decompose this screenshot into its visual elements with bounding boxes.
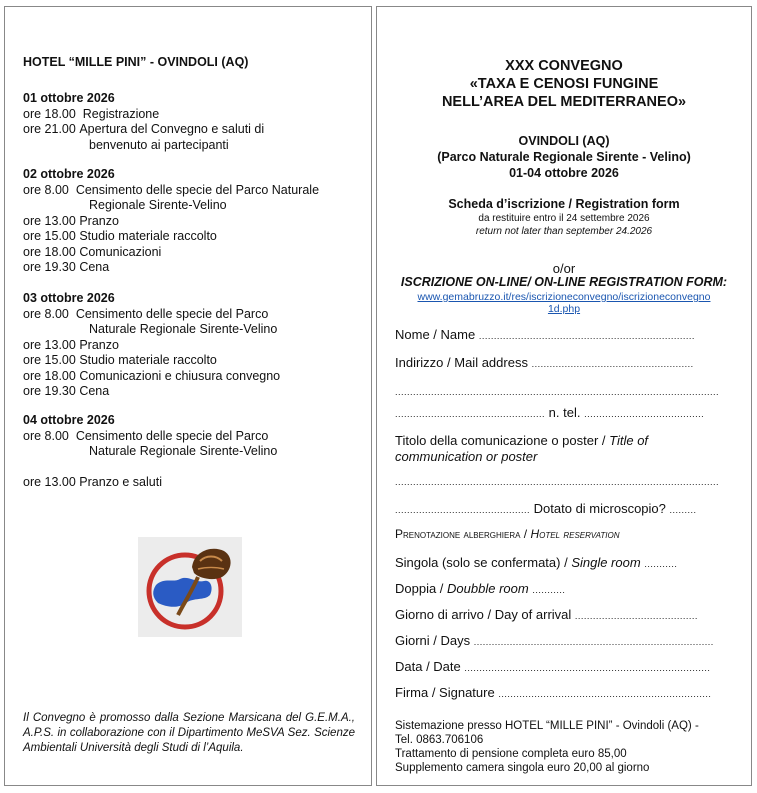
schedule-row: ore 8.00 Censimento delle specie del Parco Naturale xyxy=(23,182,320,197)
day-date: 02 ottobre 2026 xyxy=(23,167,115,181)
date-field[interactable]: Data / Date .................................................................................. xyxy=(395,659,711,674)
online-heading: ISCRIZIONE ON-LINE/ ON-LINE REGISTRATION FORM: xyxy=(400,275,728,289)
schedule-row: ore 19.30 Cena xyxy=(23,384,110,398)
schedule-row: ore 19.30 Cena xyxy=(23,260,110,274)
title-field[interactable]: ............................................................................................................ xyxy=(395,477,720,487)
hotel-heading: HOTEL “MILLE PINI” - OVINDOLI (AQ) xyxy=(23,55,249,69)
promo-text: Il Convegno è promosso dalla Sezione Marsicana del G.E.M.A., A.P.S. in collaborazione con il Dipartimento MeSVA Sez. Scienze Ambientali Università degli Studi di l’Aquila. xyxy=(23,712,355,754)
final-item: ore 13.00 Pranzo e saluti xyxy=(23,475,162,489)
day-4 xyxy=(23,413,277,460)
single-room-field[interactable]: Singola (solo se confermata) / Single room ........... xyxy=(395,555,678,570)
microscope-field[interactable]: ............................................. Dotato di microscopio? ......... xyxy=(395,501,697,516)
schedule-row-cont: benvenuto ai partecipanti xyxy=(89,137,229,152)
schedule-row: ore 13.00 Pranzo xyxy=(23,213,119,228)
day-2 xyxy=(23,167,319,276)
schedule-row: ore 13.00 Pranzo xyxy=(23,337,119,352)
day-date: 01 ottobre 2026 xyxy=(23,91,115,105)
schedule-row: ore 21.00 Apertura del Convegno e saluti di xyxy=(23,122,265,136)
day-3 xyxy=(23,291,280,400)
gema-logo xyxy=(138,537,242,637)
days-field[interactable]: Giorni / Days ................................................................................ xyxy=(395,633,714,648)
accommodation-info: Sistemazione presso HOTEL “MILLE PINI” - Ovindoli (AQ) - Tel. 0863.706106 Trattamento di pensione completa euro 85,00 Supplemento camera singola euro 20,00 al giorno xyxy=(395,720,699,774)
schedule-row: ore 8.00 Censimento delle specie del Parco xyxy=(23,428,269,443)
schedule-row: ore 18.00 Registrazione xyxy=(23,106,160,121)
day-date: 04 ottobre 2026 xyxy=(23,413,115,427)
name-field[interactable]: Nome / Name ........................................................................ xyxy=(395,327,695,342)
address-field-line2[interactable]: ............................................................................................................ xyxy=(395,387,720,397)
return-deadline-en: return not later than september 24.2026 xyxy=(475,226,653,237)
title-field-label: Titolo della comunicazione o poster / Title of xyxy=(395,433,649,448)
schedule-row: ore 18.00 Comunicazioni e chiusura convegno xyxy=(23,368,281,383)
convention-title: XXX CONVEGNO «TAXA E CENOSI FUNGINE NELL’AREA DEL MEDITERRANEO» xyxy=(441,58,687,110)
day-1 xyxy=(23,91,264,153)
double-room-field[interactable]: Doppia / Doubble room ........... xyxy=(395,581,566,596)
address-field[interactable]: Indirizzo / Mail address ...................................................... xyxy=(395,355,694,370)
or-separator: o/or xyxy=(552,261,576,276)
hotel-reservation-heading: Prenotazione alberghiera / Hotel reservation xyxy=(395,527,620,541)
schedule-row: ore 18.00 Comunicazioni xyxy=(23,244,162,259)
schedule-row-cont: Naturale Regionale Sirente-Velino xyxy=(89,444,278,458)
schedule-row: ore 15.00 Studio materiale raccolto xyxy=(23,353,217,367)
arrival-field[interactable]: Giorno di arrivo / Day of arrival ......................................... xyxy=(395,607,698,622)
form-title: Scheda d’iscrizione / Registration form xyxy=(448,197,680,211)
phone-field[interactable]: .................................................. n. tel. ........................................ xyxy=(395,405,705,420)
schedule-row-cont: Naturale Regionale Sirente-Velino xyxy=(89,322,278,336)
schedule-row: ore 8.00 Censimento delle specie del Parco xyxy=(23,306,269,321)
return-deadline: da restituire entro il 24 settembre 2026 xyxy=(478,213,650,224)
left-panel xyxy=(4,6,372,786)
signature-field[interactable]: Firma / Signature ....................................................................... xyxy=(395,685,712,700)
schedule-row-cont: Regionale Sirente-Velino xyxy=(89,198,227,212)
day-date: 03 ottobre 2026 xyxy=(23,291,115,305)
right-panel xyxy=(376,6,752,786)
mushroom-logo-icon xyxy=(138,537,242,637)
title-field-label-2: communication or poster xyxy=(395,449,538,464)
location-block: OVINDOLI (AQ) (Parco Naturale Regionale Sirente - Velino) 01-04 ottobre 2026 xyxy=(437,134,691,180)
registration-link[interactable]: www.gemabruzzo.it/res/iscrizioneconvegno/iscrizioneconvegno 1d.php xyxy=(417,291,711,315)
schedule-row: ore 15.00 Studio materiale raccolto xyxy=(23,229,217,243)
